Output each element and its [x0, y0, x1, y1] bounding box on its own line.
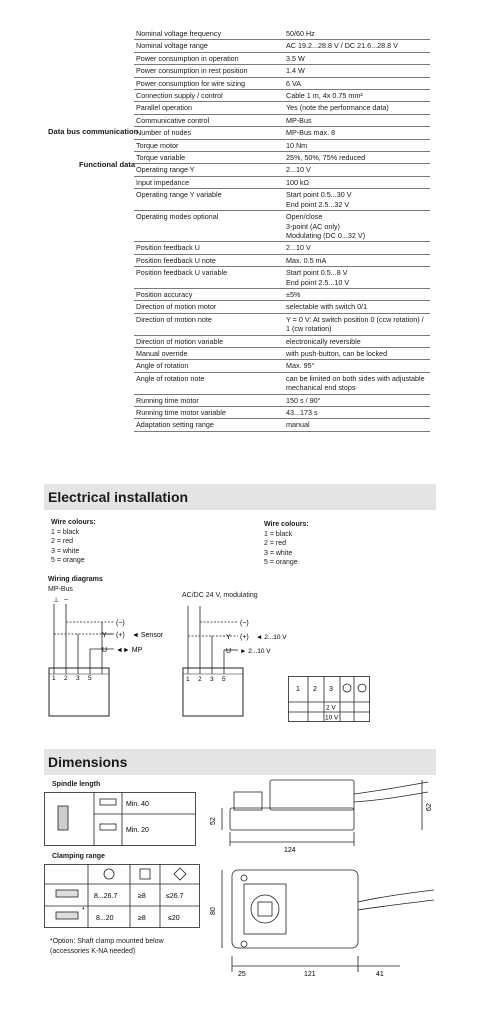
wire-colours-left: [51, 518, 96, 566]
terminal-label: 2: [64, 675, 68, 682]
terminal-label: 5: [88, 675, 92, 682]
wire-colour-item: 3 = white: [264, 549, 293, 557]
spec-value: electronically reversible: [286, 336, 361, 346]
wiring-diagram-modulating: [178, 600, 293, 724]
clamp-row2-diag: ≤20: [168, 915, 180, 922]
spec-row: [134, 152, 430, 164]
spec-row: [134, 360, 430, 372]
spec-value: 10 Nm: [286, 140, 308, 150]
spindle-length-table: [44, 792, 196, 846]
spec-parameter: Angle of rotation: [136, 361, 189, 371]
spec-parameter: Torque variable: [136, 153, 186, 163]
spec-row: [134, 78, 430, 90]
table-10v: 10 V: [325, 714, 339, 722]
terminal-label: 2: [198, 676, 202, 683]
clamp-row2-square: ≥8: [138, 915, 146, 922]
spec-parameter: Nominal voltage range: [136, 41, 208, 51]
spec-value: 50/60 Hz: [286, 29, 315, 38]
spec-parameter: Direction of motion variable: [136, 336, 224, 346]
sensor-label: ◄ Sensor: [132, 632, 164, 639]
spec-value: 100 kΩ: [286, 177, 309, 187]
clamp-row1-square: ≥8: [138, 893, 146, 900]
spec-row: [134, 177, 430, 189]
spec-row: [134, 53, 430, 65]
spec-row: [134, 242, 430, 254]
dim-80: 80: [210, 907, 217, 915]
spec-parameter: Operating modes optional: [136, 212, 219, 222]
spec-value: ±5%: [286, 289, 301, 299]
spec-parameter: Operating range Y variable: [136, 190, 222, 200]
table-header-3: 3: [329, 686, 333, 693]
spec-value: 2...10 V: [286, 243, 311, 253]
spec-parameter: Angle of rotation note: [136, 373, 205, 383]
option-asterisk: *: [82, 907, 85, 914]
section-label-data-bus: Data bus communication: [48, 127, 139, 136]
spec-row: [134, 127, 430, 139]
spec-value: 43...173 s: [286, 408, 318, 417]
spec-value: MP-Bus max. 8: [286, 128, 336, 138]
u-label: U: [226, 648, 232, 655]
spec-row: [134, 140, 430, 152]
range-out-label: ► 2...10 V: [240, 648, 271, 655]
spec-value: 3.5 W: [286, 53, 305, 63]
dim-25: 25: [238, 971, 246, 978]
table-header-2: 2: [313, 686, 317, 693]
dim-41: 41: [376, 971, 384, 978]
spec-table: [134, 28, 430, 432]
minus-terminal: (−): [240, 620, 249, 627]
spec-value: Open/close 3-point (AC only) Modulating (DC 0...32 V): [286, 212, 366, 240]
spec-parameter: Number of nodes: [136, 128, 192, 138]
spec-parameter: Running time motor variable: [136, 408, 226, 417]
terminal-label: 1: [186, 676, 190, 683]
spec-value: AC 19.2...28.8 V / DC 21.6...28.8 V: [286, 41, 398, 51]
plus-terminal: (+): [116, 632, 125, 639]
terminal-label: 5: [222, 676, 226, 683]
spec-row: [134, 90, 430, 102]
wire-colour-item: 1 = black: [51, 528, 80, 536]
u-label: U: [102, 647, 108, 654]
clamping-range-table: [44, 864, 200, 928]
spec-parameter: Connection supply / control: [136, 91, 223, 101]
wiring-diagram-mp-bus: [44, 594, 174, 724]
switch-position-table: [288, 676, 370, 722]
spec-value: Max. 0.5 mA: [286, 255, 327, 265]
spec-value: Max. 95°: [286, 361, 315, 371]
spec-value: Start point 0.5...30 V End point 2.5...32 V: [286, 190, 352, 209]
spec-value: Yes (note the performance data): [286, 103, 389, 113]
spec-row: [134, 211, 430, 242]
spec-row: [134, 65, 430, 77]
minus-terminal: (−): [116, 620, 125, 627]
spec-row: [134, 115, 430, 127]
dimensions-heading: Dimensions: [44, 749, 436, 775]
acdc-label: AC/DC 24 V, modulating: [182, 592, 258, 599]
spec-row: [134, 28, 430, 40]
dim-52: 52: [210, 817, 217, 825]
section-label-functional: Functional data: [79, 160, 136, 169]
spec-row: [134, 407, 430, 419]
spec-value: Y = 0 V: At switch position 0 (ccw rotation) / 1 (cw rotation): [286, 314, 424, 334]
clamp-row2-round: 8...20: [96, 915, 114, 922]
clamping-range-title: Clamping range: [52, 853, 105, 860]
spec-parameter: Direction of motion note: [136, 314, 212, 324]
mp-label: ◄► MP: [116, 647, 143, 654]
spec-row: [134, 419, 430, 431]
terminal-label: 3: [76, 675, 80, 682]
spec-parameter: Direction of motion motor: [136, 302, 217, 312]
spec-row: [134, 255, 430, 267]
clamp-row1-diag: ≤26.7: [166, 893, 184, 900]
spec-parameter: Input impedance: [136, 177, 190, 187]
wire-colour-item: 5 = orange: [264, 559, 298, 567]
spec-row: [134, 189, 430, 211]
clamp-note-2: (accessories K-NA needed): [50, 948, 136, 955]
spec-row: [134, 373, 430, 395]
y-label: Y: [102, 632, 107, 639]
spec-parameter: Parallel operation: [136, 103, 192, 113]
dim-62: 62: [426, 803, 433, 811]
table-2v: 2 V: [326, 704, 336, 712]
y-label: Y: [226, 634, 231, 641]
spec-parameter: Position feedback U variable: [136, 268, 228, 278]
spec-value: 25%, 50%, 75% reduced: [286, 153, 366, 163]
wire-colour-item: 2 = red: [51, 538, 73, 546]
spec-row: [134, 102, 430, 114]
spec-parameter: Manual override: [136, 348, 188, 358]
spec-parameter: Running time motor: [136, 395, 199, 405]
plus-minus-sign: ~: [64, 597, 69, 604]
spec-parameter: Power consumption in operation: [136, 53, 239, 63]
spec-row: [134, 301, 430, 313]
spec-parameter: Nominal voltage frequency: [136, 29, 222, 38]
spec-value: 2...10 V: [286, 165, 311, 175]
dim-124: 124: [284, 847, 296, 854]
actuator-top-view-drawing: [204, 862, 444, 988]
spec-parameter: Position feedback U note: [136, 255, 216, 265]
spindle-length-title: Spindle length: [52, 781, 101, 788]
range-in-label: ◄ 2...10 V: [256, 634, 287, 641]
wire-colour-item: 3 = white: [51, 547, 80, 555]
spec-value: selectable with switch 0/1: [286, 302, 368, 312]
terminal-label: 3: [210, 676, 214, 683]
spec-parameter: Adaptation setting range: [136, 420, 214, 430]
wire-colours-title: Wire colours:: [264, 521, 309, 528]
wire-colour-item: 1 = black: [264, 530, 293, 538]
spec-value: with push-button, can be locked: [286, 348, 388, 358]
spec-parameter: Power consumption in rest position: [136, 66, 248, 76]
spec-value: 150 s / 90°: [286, 395, 321, 405]
wire-colour-item: 5 = orange: [51, 557, 85, 565]
wire-colours-title: Wire colours:: [51, 519, 96, 526]
spec-value: MP-Bus: [286, 115, 312, 125]
wire-colours-right: [264, 520, 309, 568]
wiring-diagrams-title: Wiring diagrams: [48, 576, 103, 583]
spec-value: can be limited on both sides with adjustable mechanical end stops: [286, 373, 425, 393]
spec-row: [134, 40, 430, 52]
spec-row: [134, 314, 430, 336]
spec-value: manual: [286, 420, 310, 430]
clamp-note-1: *Option: Shaft clamp mounted below: [50, 938, 164, 945]
wire-colour-item: 2 = red: [264, 540, 286, 548]
spec-value: Start point 0.5...8 V End point 2.5...10 V: [286, 268, 350, 287]
min-40-label: Min. 40: [126, 801, 149, 808]
plus-terminal: (+): [240, 634, 249, 641]
spec-parameter: Torque motor: [136, 140, 179, 150]
spec-row: [134, 348, 430, 360]
terminal-label: 1: [52, 675, 56, 682]
spec-parameter: Position accuracy: [136, 289, 193, 299]
dim-121: 121: [304, 971, 316, 978]
clamp-row1-round: 8...26.7: [94, 893, 118, 900]
table-header-1: 1: [296, 686, 300, 693]
spec-row: [134, 289, 430, 301]
spec-row: [134, 164, 430, 176]
spec-row: [134, 267, 430, 289]
spec-parameter: Position feedback U: [136, 243, 200, 253]
spec-row: [134, 395, 430, 407]
actuator-side-view-drawing: [204, 772, 444, 862]
spec-value: Cable 1 m, 4x 0.75 mm²: [286, 91, 363, 101]
mp-bus-label: MP-Bus: [48, 586, 73, 593]
spec-parameter: Communicative control: [136, 115, 210, 125]
spec-value: 6 VA: [286, 78, 302, 88]
electrical-installation-heading: Electrical installation: [44, 484, 436, 510]
spec-row: [134, 336, 430, 348]
spec-value: 1.4 W: [286, 66, 305, 76]
spec-parameter: Power consumption for wire sizing: [136, 78, 246, 88]
plus-minus-sign: ⊥: [53, 597, 60, 604]
spec-parameter: Operating range Y: [136, 165, 195, 175]
min-20-label: Min. 20: [126, 827, 149, 834]
